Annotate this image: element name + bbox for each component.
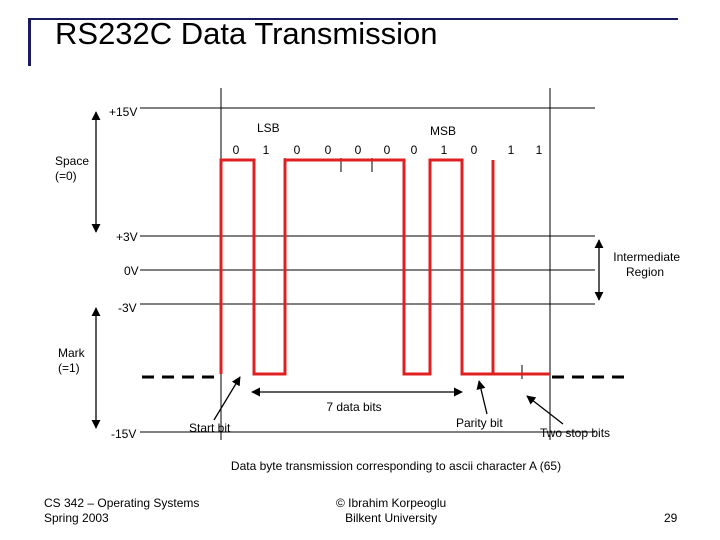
footer-university: Bilkent University — [345, 511, 438, 525]
space-label-line2: (=0) — [55, 169, 77, 183]
bit-label: 0 — [232, 143, 240, 157]
slide-title: RS232C Data Transmission — [55, 16, 438, 51]
bit-label: 0 — [383, 143, 391, 157]
bit-label: 1 — [507, 143, 515, 157]
bit-label: 0 — [354, 143, 362, 157]
footer-author: © Ibrahim Korpeoglu — [336, 496, 447, 510]
stop-bits-pointer — [527, 396, 563, 424]
lsb-label: LSB — [257, 121, 280, 135]
start-bit-pointer — [214, 377, 240, 420]
mark-label-line2: (=1) — [58, 361, 80, 375]
msb-label: MSB — [430, 124, 457, 138]
bit-label: 0 — [470, 143, 478, 157]
footer-course-name: CS 342 – Operating Systems — [44, 496, 200, 510]
footer-term: Spring 2003 — [44, 511, 109, 525]
bit-label: 0 — [324, 143, 332, 157]
bit-label: 1 — [262, 143, 270, 157]
label-zero: 0V — [124, 264, 139, 278]
caption: Data byte transmission corresponding to ascii character A (65) — [230, 459, 562, 473]
bit-label: 1 — [440, 143, 448, 157]
parity-bit-pointer — [479, 381, 487, 414]
label-minus15: -15V — [111, 427, 137, 441]
footer-author-block — [336, 496, 446, 526]
signal-waveform — [221, 160, 550, 374]
mark-label-line1: Mark — [58, 346, 85, 360]
label-minus3: -3V — [118, 301, 137, 315]
bit-label: 0 — [410, 143, 418, 157]
page-number: 29 — [664, 511, 678, 525]
start-bit-label: Start bit — [189, 421, 231, 435]
intermediate-label-line2: Region — [625, 265, 664, 279]
bit-label: 1 — [535, 143, 543, 157]
label-plus3: +3V — [116, 230, 138, 244]
footer-course — [44, 496, 199, 526]
label-plus15: +15V — [109, 105, 138, 119]
bit-label: 0 — [293, 143, 301, 157]
parity-bit-label: Parity bit — [456, 416, 503, 430]
stop-bits-label: Two stop bits — [540, 426, 611, 440]
space-label-line1: Space — [55, 154, 90, 168]
intermediate-label-line1: Intermediate — [613, 250, 680, 264]
data-bits-label: 7 data bits — [326, 400, 382, 414]
